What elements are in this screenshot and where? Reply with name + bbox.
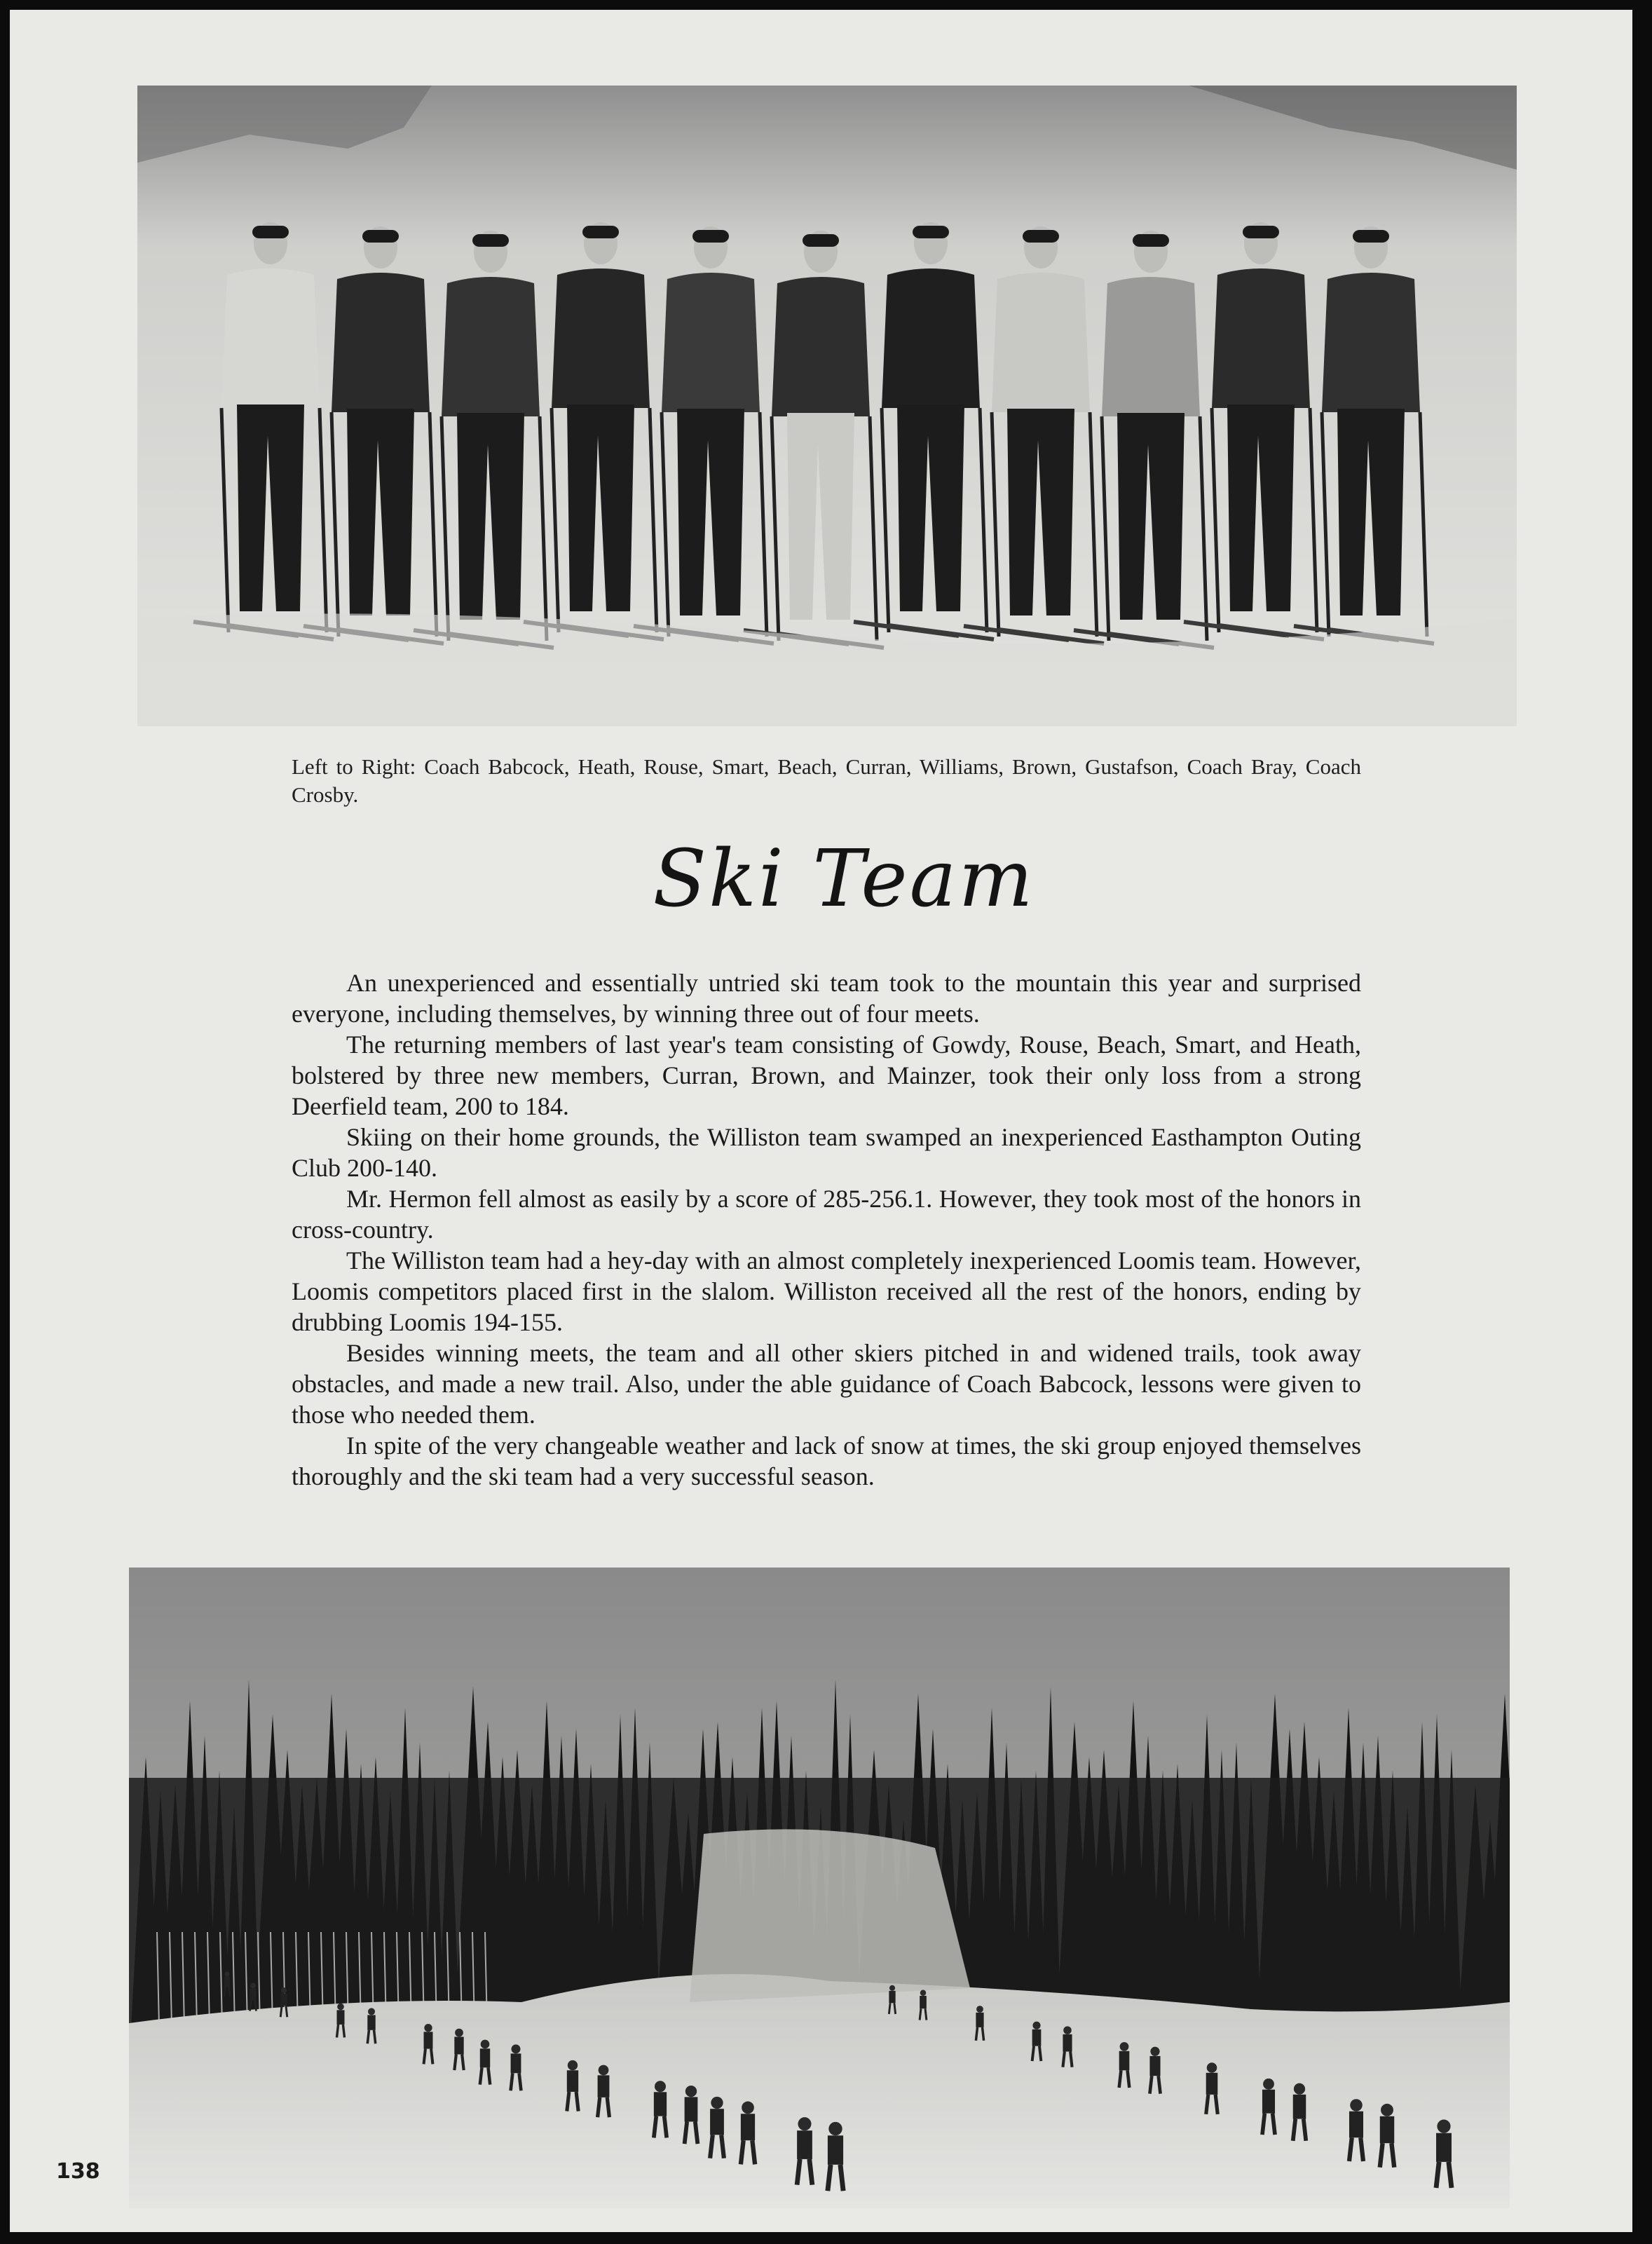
ski-slope-image	[129, 1568, 1510, 2208]
article-body	[292, 967, 1361, 1492]
paragraph: An unexperienced and essentially untried ski team took to the mountain this year and surprised everyone, including themselves, by winning three out of four meets.	[292, 969, 1361, 1028]
paragraph: In spite of the very changeable weather and lack of snow at times, the ski group enjoyed themselves thoroughly and the ski team had a very successful season.	[292, 1432, 1361, 1490]
paragraph: Mr. Hermon fell almost as easily by a score of 285-256.1. However, they took most of the honors in cross-country.	[292, 1185, 1361, 1244]
paragraph: The returning members of last year's team consisting of Gowdy, Rouse, Beach, Smart, and Heath, bolstered by three new members, Curran, Brown, and Mainzer, took their only loss from a strong Deerfield team, 200 to 184.	[292, 1031, 1361, 1120]
paragraph: Skiing on their home grounds, the Williston team swamped an inexperienced Easthampton Outing Club 200-140.	[292, 1123, 1361, 1182]
page-number: 138	[56, 2159, 100, 2184]
photo-caption: Left to Right: Coach Babcock, Heath, Rouse, Smart, Beach, Curran, Williams, Brown, Gustafson, Coach Bray, Coach Crosby.	[292, 754, 1361, 807]
page-title: Ski Team	[653, 834, 1035, 925]
paragraph: Besides winning meets, the team and all other skiers pitched in and widened trails, took away obstacles, and made a new trail. Also, under the able guidance of Coach Babcock, lessons were given to those who needed them.	[292, 1339, 1361, 1429]
team-photo	[137, 86, 1517, 726]
ski-slope-photo	[129, 1568, 1510, 2208]
team-photo-image	[137, 86, 1517, 726]
paragraph: The Williston team had a hey-day with an almost completely inexperienced Loomis team. However, Loomis competitors placed first in the slalom. Williston received all the rest of the honors, ending by drubbing Loomis 194-155.	[292, 1246, 1361, 1336]
yearbook-page	[10, 10, 1632, 2232]
